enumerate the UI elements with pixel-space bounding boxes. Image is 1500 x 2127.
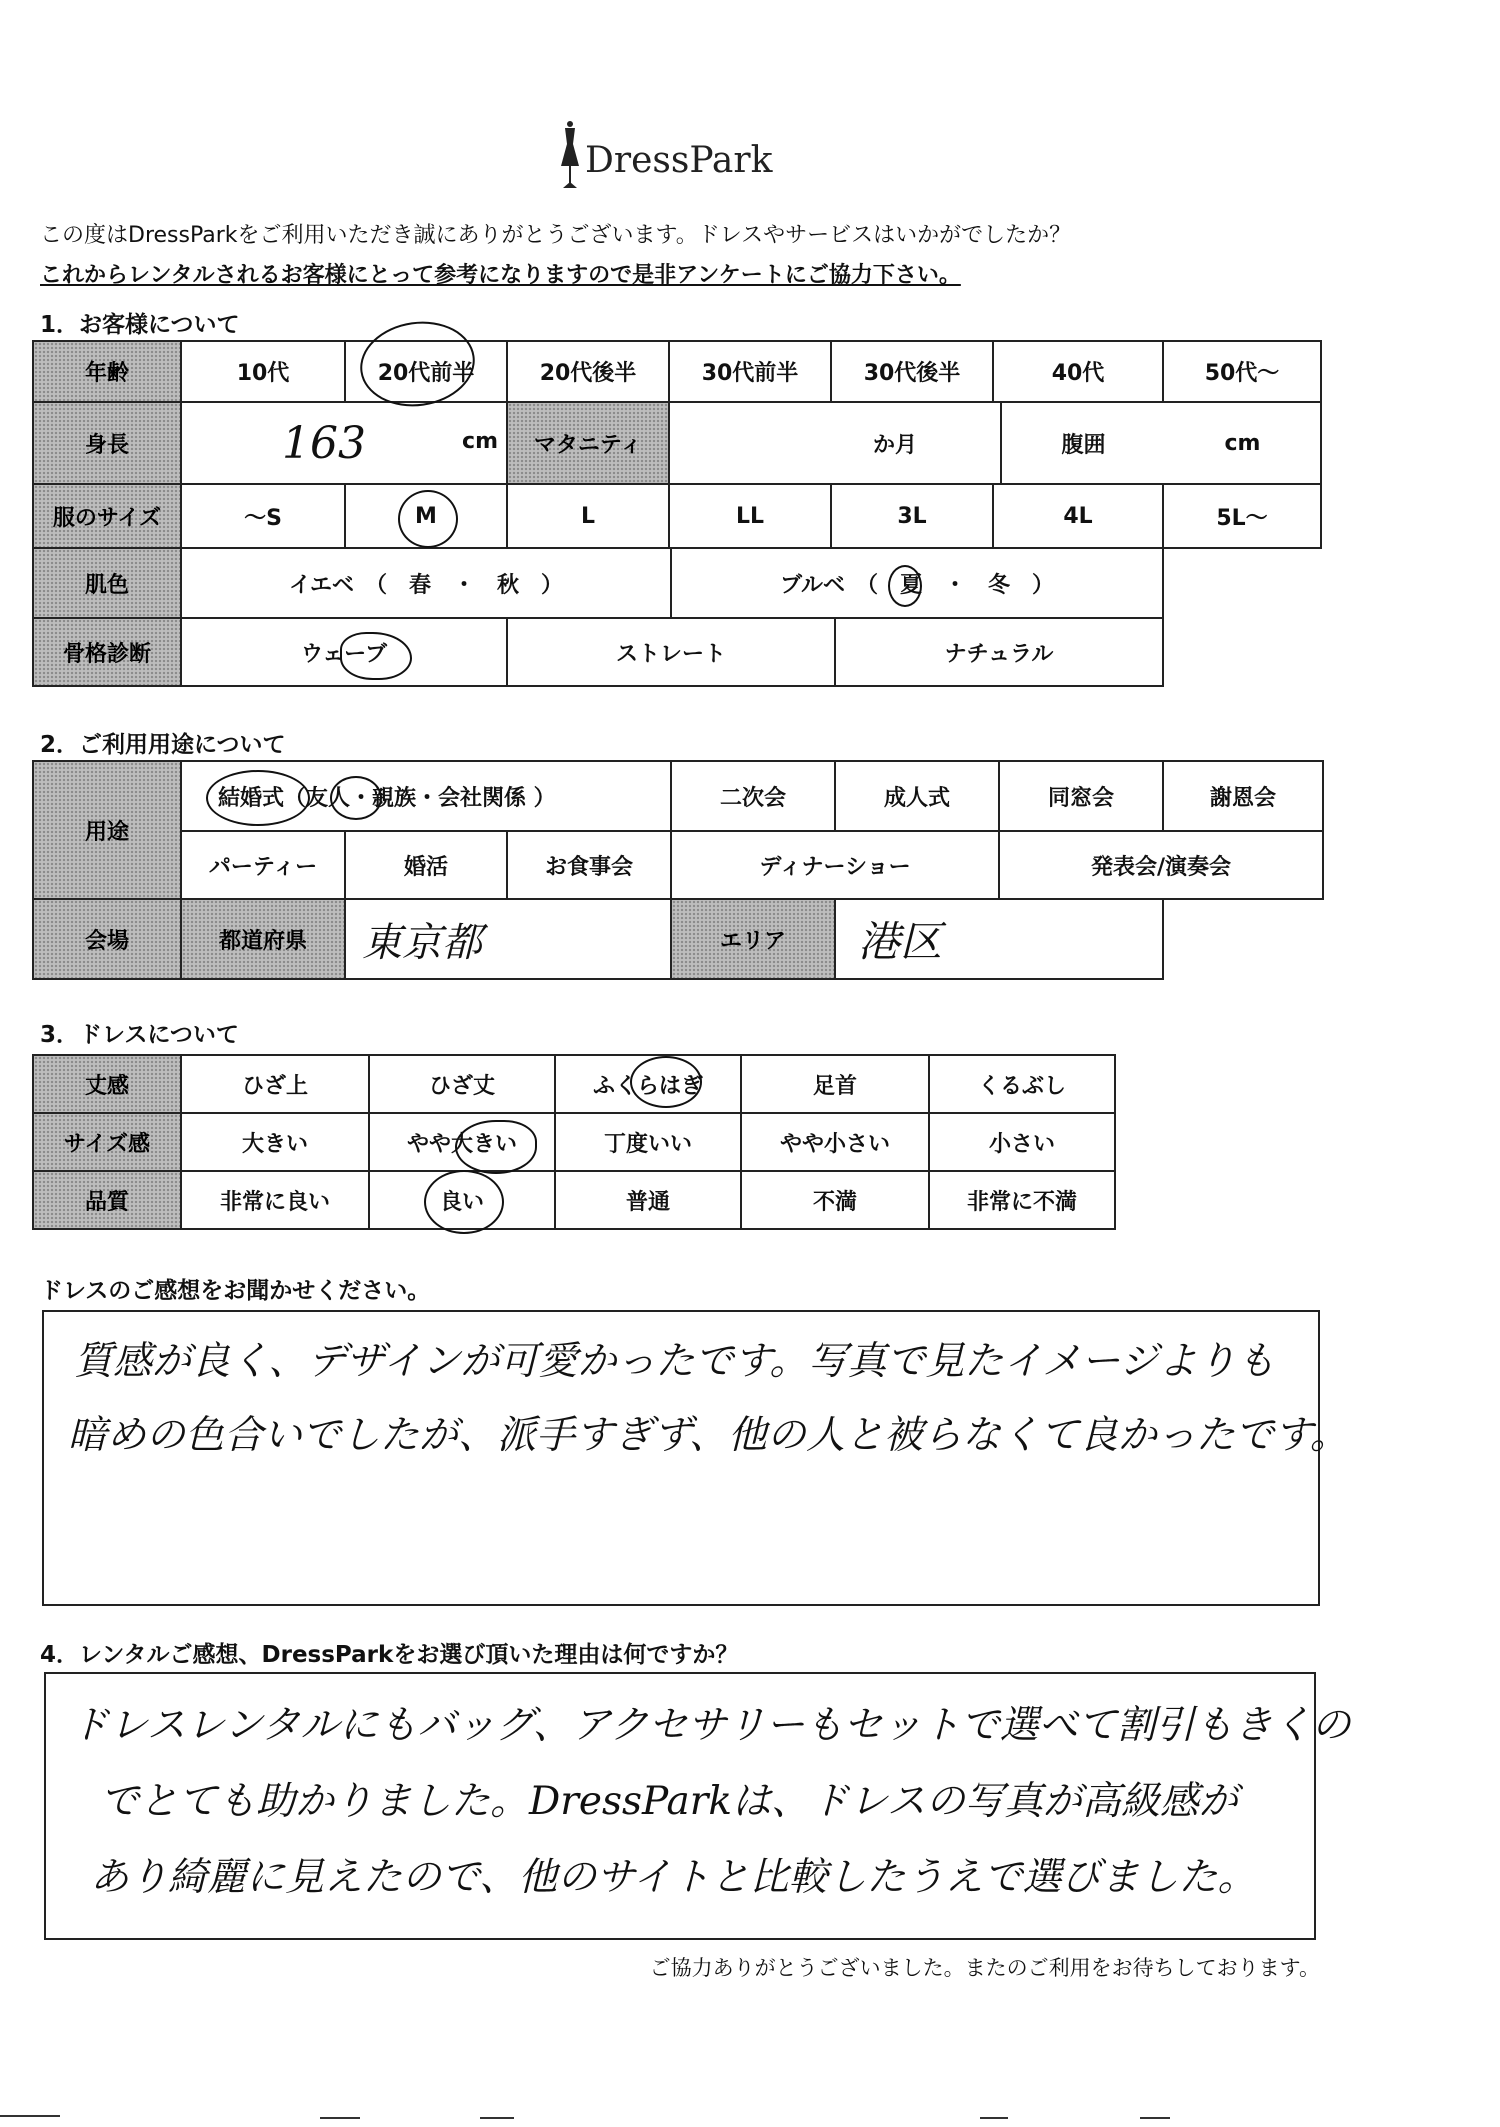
prefecture-value: 東京都	[362, 919, 482, 966]
use-option[interactable]: パーティー	[180, 830, 346, 900]
frame-option[interactable]: ナチュラル	[834, 617, 1164, 687]
fit-option[interactable]: 小さい	[928, 1112, 1116, 1172]
handwritten-line: でとても助かりました。DressParkは、ドレスの写真が高級感が	[100, 1779, 1238, 1824]
frame-label: 骨格診断	[32, 617, 182, 687]
age-option[interactable]: 30代前半	[668, 340, 832, 403]
use-option[interactable]: 二次会	[670, 760, 836, 832]
maternity-label: マタニティ	[506, 401, 670, 485]
prefecture-field[interactable]	[344, 898, 672, 980]
section-3-title: 3．ドレスについて	[40, 1022, 239, 1048]
use-label: 用途	[32, 760, 182, 900]
blue-base-option[interactable]: ブルベ （ 夏 ・ 冬 ）	[670, 547, 1164, 619]
age-label: 年齢	[32, 340, 182, 403]
reason-textarea[interactable]	[44, 1672, 1351, 1940]
fit-option[interactable]: 丁度いい	[554, 1112, 742, 1172]
impression-textarea[interactable]	[42, 1310, 1349, 1606]
size-option[interactable]: 5L～	[1162, 483, 1322, 549]
fit-option[interactable]: やや大きい	[368, 1112, 556, 1172]
months-unit: か月	[872, 432, 917, 458]
use-option[interactable]: 成人式	[834, 760, 1000, 832]
fit-option[interactable]: 大きい	[180, 1112, 370, 1172]
age-option[interactable]: 20代後半	[506, 340, 670, 403]
quality-label: 品質	[32, 1170, 182, 1230]
area-label: エリア	[670, 898, 836, 980]
area-field[interactable]	[834, 898, 1164, 980]
prefecture-label: 都道府県	[180, 898, 346, 980]
quality-option[interactable]: 非常に良い	[180, 1170, 370, 1230]
size-option[interactable]: 3L	[830, 483, 994, 549]
use-option[interactable]: 同窓会	[998, 760, 1164, 832]
age-option[interactable]: 20代前半	[344, 340, 508, 403]
waist-label: 腹囲	[1061, 432, 1106, 458]
length-option[interactable]: 足首	[740, 1054, 930, 1114]
quality-option[interactable]: 普通	[554, 1170, 742, 1230]
area-value: 港区	[858, 917, 943, 966]
size-option[interactable]: M	[344, 483, 508, 549]
length-label: 丈感	[32, 1054, 182, 1114]
quality-option[interactable]: 良い	[368, 1170, 556, 1230]
scan-mark	[0, 2115, 60, 2117]
waist-field[interactable]	[1000, 401, 1322, 485]
scan-mark	[320, 2117, 360, 2119]
quality-option[interactable]: 不満	[740, 1170, 930, 1230]
length-option[interactable]: ひざ上	[180, 1054, 370, 1114]
thank-you-note: ご協力ありがとうございました。またのご利用をお待ちしております。	[649, 1956, 1320, 1980]
frame-option[interactable]: ストレート	[506, 617, 836, 687]
size-option[interactable]: LL	[668, 483, 832, 549]
impression-title: ドレスのご感想をお聞かせください。	[40, 1278, 431, 1304]
intro-text: この度はDressParkをご利用いただき誠にありがとうございます。ドレスやサービスはいかがでしたか？	[40, 223, 1072, 248]
size-option[interactable]: 4L	[992, 483, 1164, 549]
brand-name: DressPark	[585, 140, 773, 181]
height-value: 163	[282, 417, 366, 469]
handwritten-line: ドレスレンタルにもバッグ、アクセサリーもセットで選べて割引もきくの	[70, 1703, 1351, 1748]
length-option[interactable]: ひざ丈	[368, 1054, 556, 1114]
age-option[interactable]: 40代	[992, 340, 1164, 403]
age-option[interactable]: 30代後半	[830, 340, 994, 403]
scan-mark	[1140, 2117, 1170, 2119]
use-option[interactable]: 発表会/演奏会	[998, 830, 1324, 900]
age-option[interactable]: 10代	[180, 340, 346, 403]
waist-unit: cm	[1224, 430, 1261, 456]
use-option[interactable]: 謝恩会	[1162, 760, 1324, 832]
size-option[interactable]: ～S	[180, 483, 346, 549]
use-option[interactable]: 婚活	[344, 830, 508, 900]
length-option[interactable]: くるぶし	[928, 1054, 1116, 1114]
venue-label: 会場	[32, 898, 182, 980]
yellow-base-option[interactable]: イエベ （ 春 ・ 秋 ）	[180, 547, 672, 619]
frame-option[interactable]: ウェーブ	[180, 617, 508, 687]
use-option[interactable]: お食事会	[506, 830, 672, 900]
intro-request: これからレンタルされるお客様にとって参考になりますので是非アンケートにご協力下さい。	[40, 263, 961, 288]
use-option[interactable]: ディナーショー	[670, 830, 1000, 900]
height-label: 身長	[32, 401, 182, 485]
section-2-title: 2．ご利用用途について	[40, 732, 286, 758]
height-field[interactable]	[180, 401, 508, 485]
size-option[interactable]: L	[506, 483, 670, 549]
handwritten-line: 暗めの色合いでしたが、派手すぎず、他の人と被らなくて良かったです。	[68, 1413, 1349, 1458]
handwritten-line: 質感が良く、デザインが可愛かったです。写真で見たイメージよりも	[74, 1339, 1276, 1384]
length-option[interactable]: ふくらはぎ	[554, 1054, 742, 1114]
section-1-title: 1．お客様について	[40, 312, 240, 338]
scan-mark	[980, 2117, 1008, 2119]
skin-label: 肌色	[32, 547, 182, 619]
fit-option[interactable]: やや小さい	[740, 1112, 930, 1172]
maternity-months-field[interactable]	[668, 401, 1002, 485]
age-option[interactable]: 50代～	[1162, 340, 1322, 403]
wedding-option[interactable]: 結婚式（友人・親族・会社関係 ）	[180, 760, 672, 832]
height-unit: cm	[462, 429, 498, 454]
dress-form-icon	[555, 118, 585, 193]
handwritten-line: あり綺麗に見えたので、他のサイトと比較したうえで選びました。	[90, 1855, 1257, 1900]
size-label: 服のサイズ	[32, 483, 182, 549]
quality-option[interactable]: 非常に不満	[928, 1170, 1116, 1230]
fit-label: サイズ感	[32, 1112, 182, 1172]
section-4-title: 4．レンタルご感想、DressParkをお選び頂いた理由は何ですか？	[40, 1642, 739, 1668]
scan-mark	[480, 2117, 514, 2119]
dresspark-logo	[555, 118, 795, 193]
